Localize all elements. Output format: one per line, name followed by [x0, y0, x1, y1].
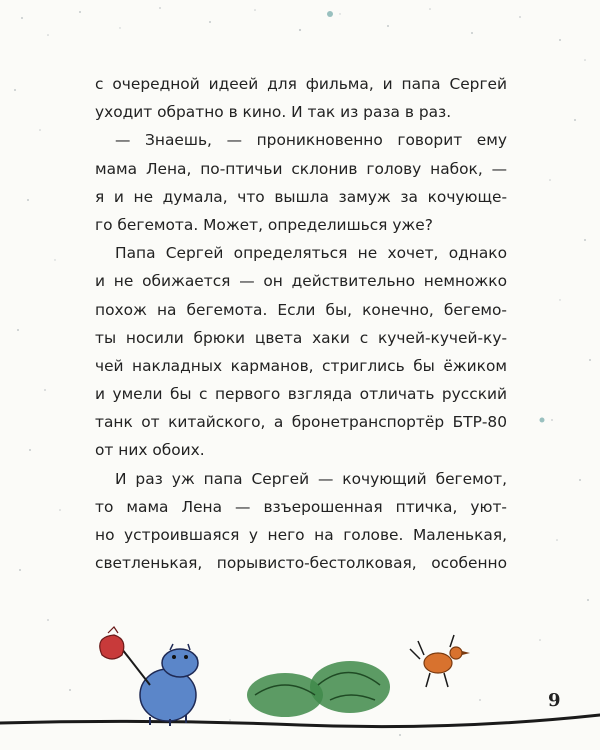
text-line: то мама Лена — взъерошенная птичка, уют- [95, 497, 507, 516]
bird-drawing [410, 635, 470, 687]
child-drawing-illustration [0, 615, 600, 750]
bush-drawing [247, 661, 390, 717]
text-line: танк от китайского, а бронетранспортёр БТР-80 [95, 413, 507, 432]
text-line: от них обоих. [95, 441, 205, 460]
text-line: светленькая, порывисто-бестолковая, особенно [95, 554, 507, 573]
text-line: го бегемота. Может, определишься уже? [95, 215, 433, 234]
page-number: 9 [548, 690, 561, 711]
text-line: чей накладных карманов, стриглись бы ёжиком [95, 356, 507, 375]
text-line: но устроившаяся у него на голове. Маленькая, [95, 526, 507, 544]
text-line: и умели бы с первого взгляда отличать русский [95, 385, 507, 404]
text-line: мама Лена, по-птичьи склонив голову набок, — [95, 159, 507, 178]
text-line: уходит обратно в кино. И так из раза в раз. [95, 103, 452, 122]
text-line: — Знаешь, — проникновенно говорит ему [115, 131, 507, 150]
ground-line [0, 715, 600, 727]
hippo-drawing [100, 627, 198, 726]
text-line: И раз уж папа Сергей — кочующий бегемот, [115, 469, 507, 488]
bundle-drawing [100, 635, 124, 659]
text-line: я и не думала, что вышла замуж за кочующе- [95, 187, 507, 206]
text-line: и не обижается — он действительно немножко [95, 272, 507, 291]
text-line: ты носили брюки цвета хаки с кучей-кучей-ку- [95, 328, 507, 347]
text-line: Папа Сергей определяться не хочет, однако [115, 244, 507, 263]
text-line: с очередной идеей для фильма, и папа Сергей [95, 75, 507, 93]
story-text [95, 70, 507, 577]
text-line: похож на бегемота. Если бы, конечно, бегемо- [95, 300, 507, 319]
